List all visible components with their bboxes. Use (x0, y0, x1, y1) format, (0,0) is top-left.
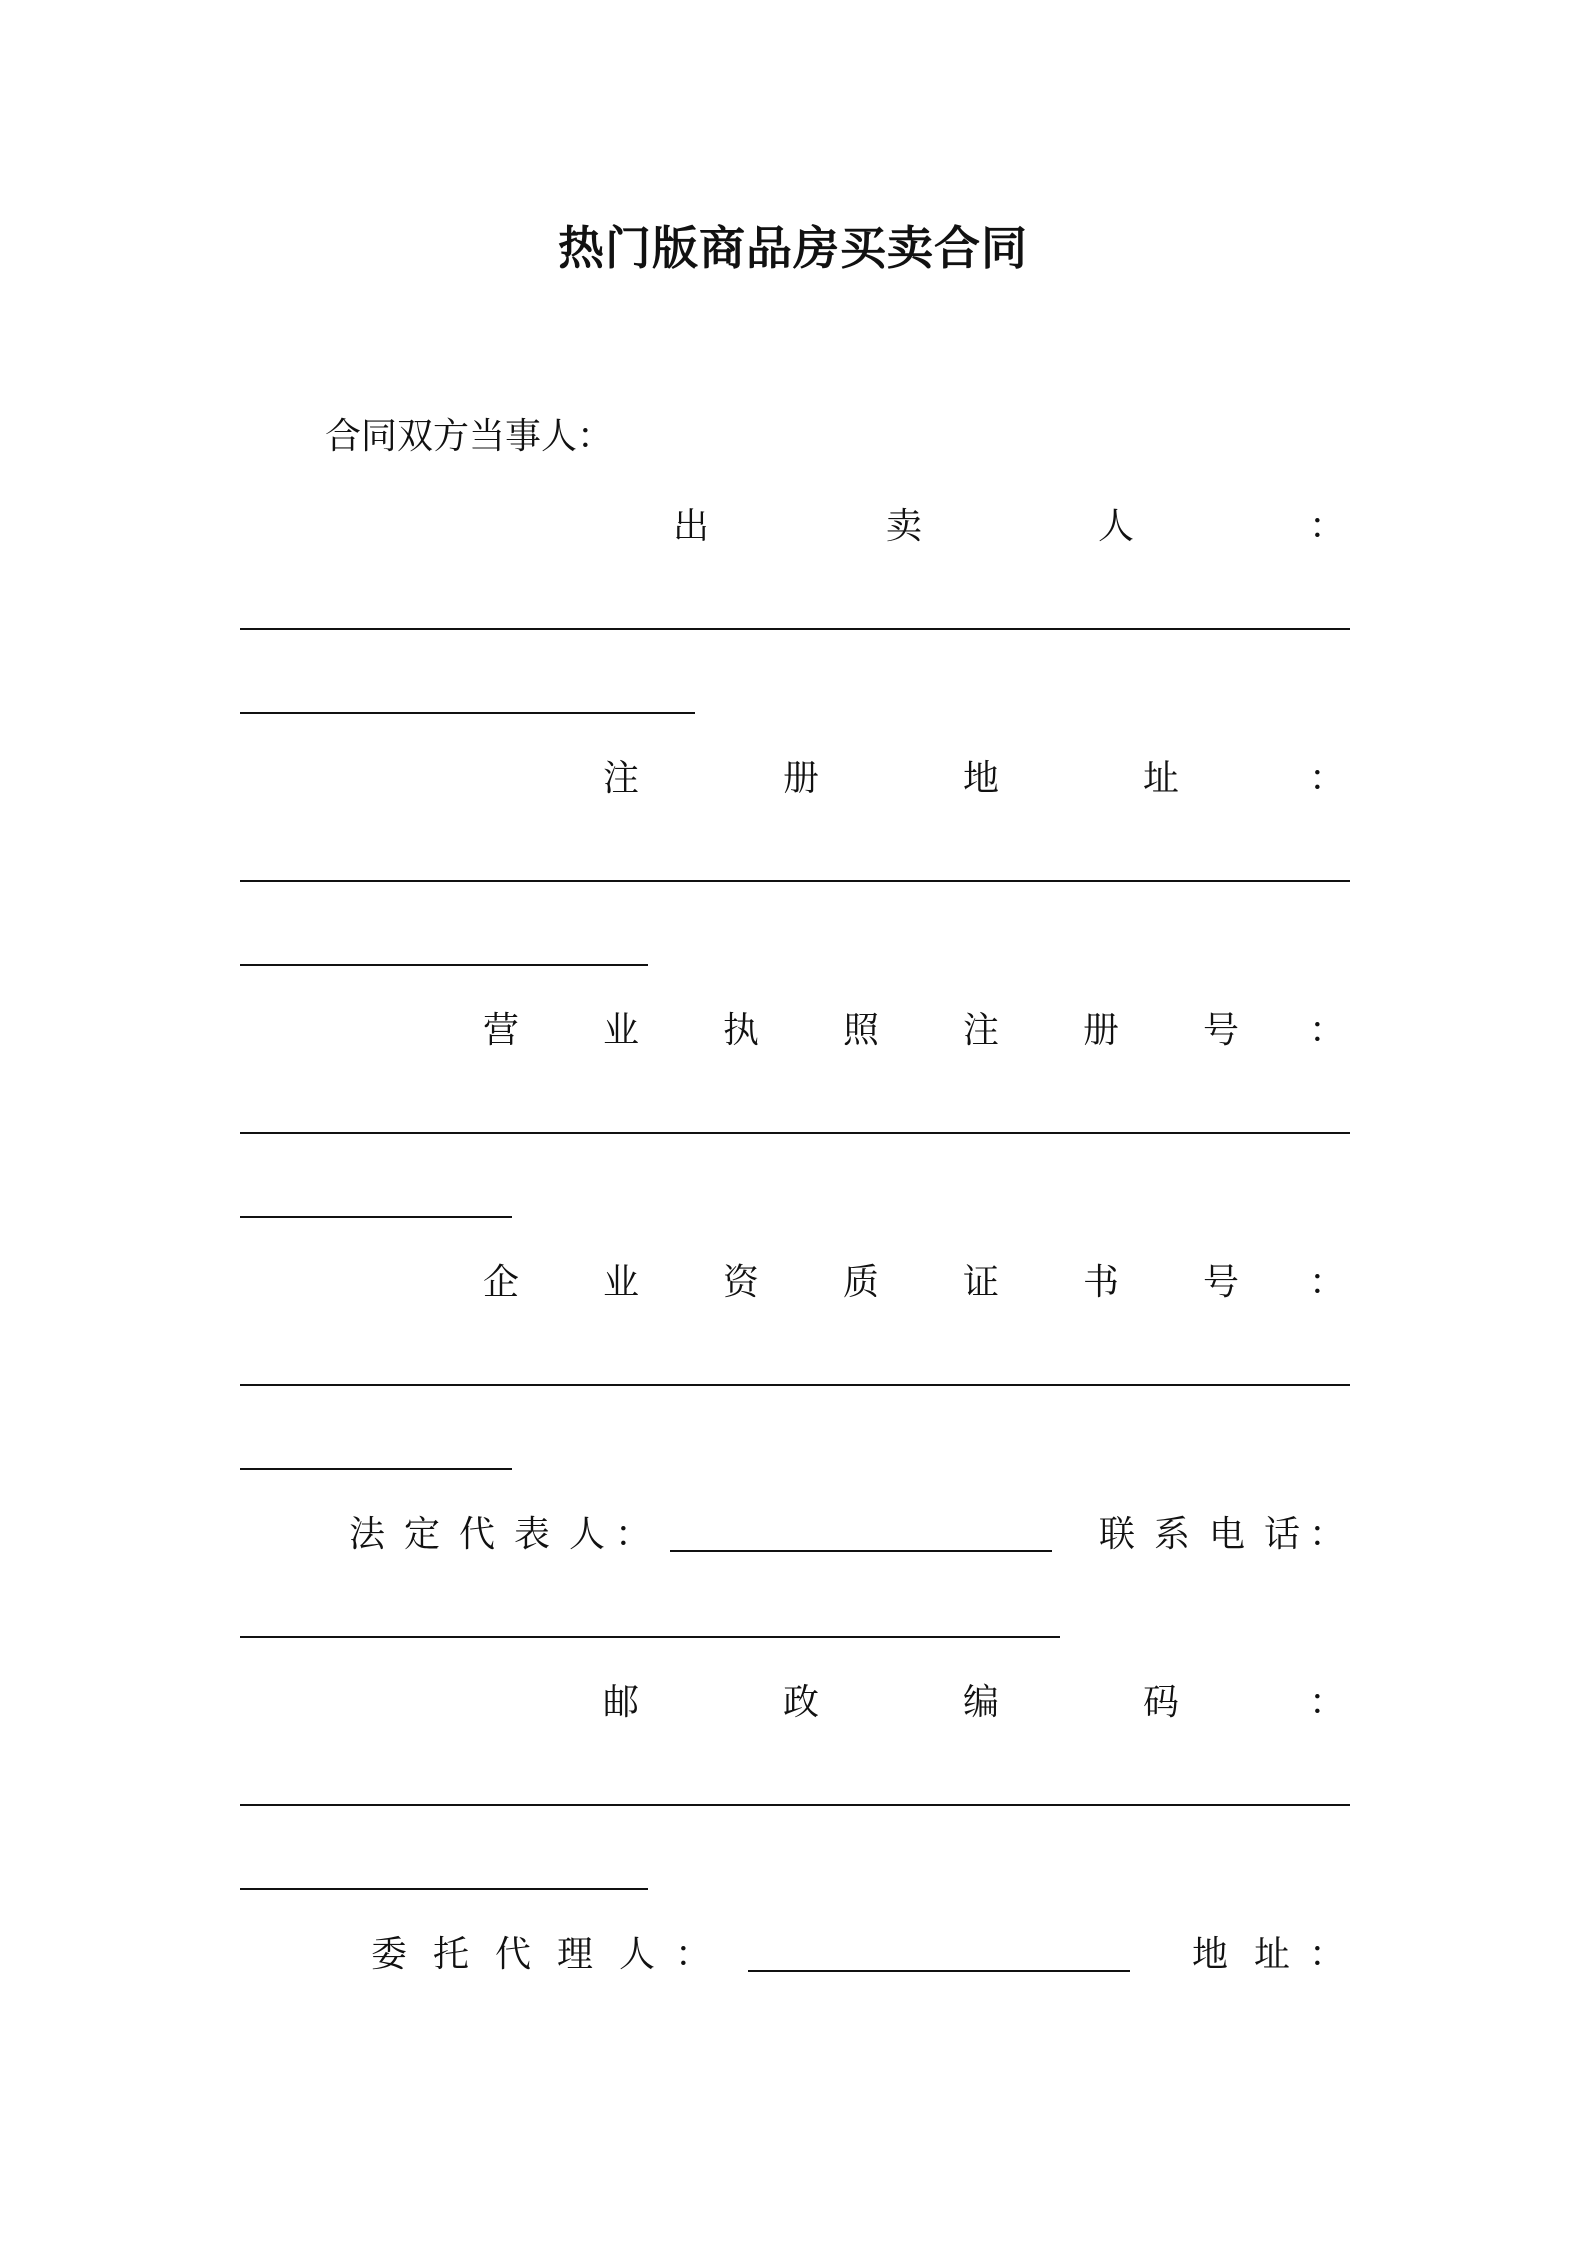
reg-address-char: 址 (1142, 758, 1180, 799)
agent-blank-line[interactable] (748, 1970, 1130, 1972)
license-no-char: ： (1308, 1010, 1346, 1051)
reg-address-char: ： (1308, 758, 1346, 799)
license-no-char: 册 (1082, 1010, 1120, 1051)
agent-char: 托 (432, 1934, 470, 1975)
seller-char: ： (1308, 506, 1346, 547)
agent-char: ： (674, 1934, 712, 1975)
qualification-no-blank-line-2[interactable] (240, 1468, 512, 1470)
seller-blank-line-2[interactable] (240, 712, 695, 714)
agent-char: 理 (556, 1934, 594, 1975)
phone-char: ： (1308, 1514, 1346, 1555)
seller-char: 人 (1097, 506, 1135, 547)
license-no-char: 业 (602, 1010, 640, 1051)
phone-char: 话 (1263, 1514, 1301, 1555)
seller-char: 卖 (885, 506, 923, 547)
license-no-char: 营 (482, 1010, 520, 1051)
legal-rep-char: 定 (403, 1514, 441, 1555)
license-no-char: 注 (962, 1010, 1000, 1051)
legal-rep-char: 人 (568, 1514, 606, 1555)
phone-char: 系 (1153, 1514, 1191, 1555)
qualification-no-label (240, 1254, 1350, 1306)
postal-code-label (240, 1674, 1350, 1726)
qualification-no-char: 业 (602, 1262, 640, 1303)
qualification-no-blank-line-1[interactable] (240, 1384, 1350, 1386)
qualification-no-char: 号 (1202, 1262, 1240, 1303)
agent-char: 代 (494, 1934, 532, 1975)
postal-code-char: 邮 (602, 1682, 640, 1723)
qualification-no-char: 资 (722, 1262, 760, 1303)
phone-blank-line[interactable] (240, 1636, 1060, 1638)
postal-code-char: 编 (962, 1682, 1000, 1723)
reg-address-label (240, 750, 1350, 802)
seller-blank-line-1[interactable] (240, 628, 1350, 630)
postal-code-char: 政 (782, 1682, 820, 1723)
license-no-char: 号 (1202, 1010, 1240, 1051)
postal-code-char: ： (1308, 1682, 1346, 1723)
qualification-no-char: 企 (482, 1262, 520, 1303)
seller-char: 出 (672, 506, 710, 547)
license-no-label (240, 1002, 1350, 1054)
license-no-blank-line-2[interactable] (240, 1216, 512, 1218)
qualification-no-char: ： (1308, 1262, 1346, 1303)
reg-address-char: 地 (962, 758, 1000, 799)
postal-code-char: 码 (1142, 1682, 1180, 1723)
postal-code-blank-line-2[interactable] (240, 1888, 648, 1890)
document-title: 热门版商品房买卖合同 (558, 221, 1028, 275)
address-char: 地 (1191, 1934, 1229, 1975)
postal-code-blank-line-1[interactable] (240, 1804, 1350, 1806)
legal-rep-char: 法 (348, 1514, 386, 1555)
qualification-no-char: 质 (842, 1262, 880, 1303)
reg-address-char: 注 (602, 758, 640, 799)
license-no-char: 执 (722, 1010, 760, 1051)
seller-label (240, 498, 1350, 550)
parties-intro: 合同双方当事人： (325, 416, 614, 457)
reg-address-blank-line-2[interactable] (240, 964, 648, 966)
license-no-blank-line-1[interactable] (240, 1132, 1350, 1134)
license-no-char: 照 (842, 1010, 880, 1051)
address-char: ： (1308, 1934, 1346, 1975)
phone-char: 电 (1208, 1514, 1246, 1555)
legal-rep-char: 表 (513, 1514, 551, 1555)
agent-char: 人 (618, 1934, 656, 1975)
agent-char: 委 (370, 1934, 408, 1975)
qualification-no-char: 证 (962, 1262, 1000, 1303)
address-char: 址 (1253, 1934, 1291, 1975)
reg-address-char: 册 (782, 758, 820, 799)
legal-rep-blank-line[interactable] (670, 1550, 1052, 1552)
legal-rep-char: ： (614, 1514, 652, 1555)
reg-address-blank-line-1[interactable] (240, 880, 1350, 882)
legal-rep-char: 代 (458, 1514, 496, 1555)
qualification-no-char: 书 (1082, 1262, 1120, 1303)
phone-char: 联 (1098, 1514, 1136, 1555)
